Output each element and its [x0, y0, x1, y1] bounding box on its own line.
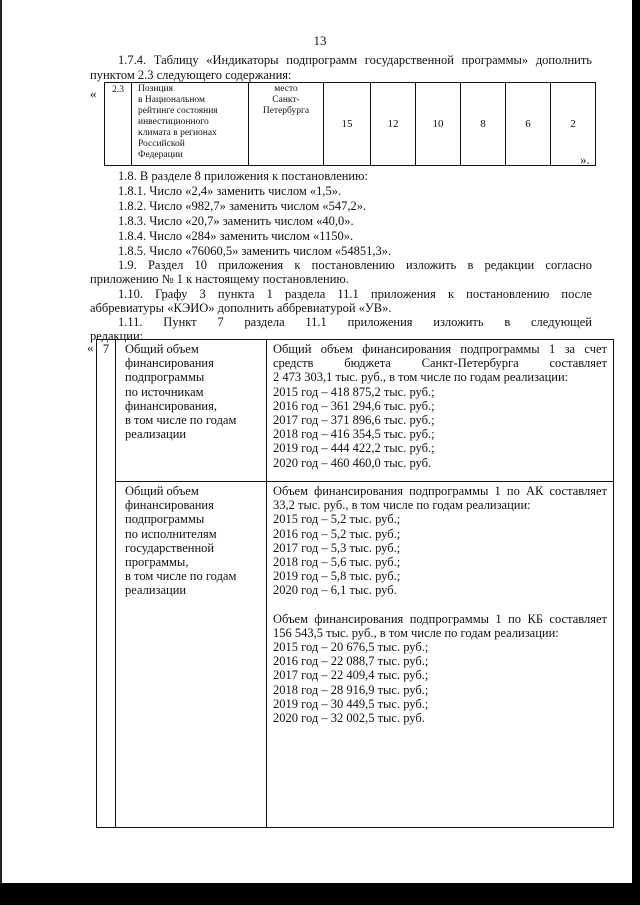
- label-line: государственной: [125, 540, 215, 555]
- indicator-row: [105, 83, 596, 166]
- year-line: 2018 год – 416 354,5 тыс. руб.;: [273, 427, 435, 442]
- year-line: 2016 год – 361 294,6 тыс. руб.;: [273, 398, 435, 413]
- year-line: 2015 год – 5,2 тыс. руб.;: [273, 512, 401, 527]
- text-line: Объем финансирования подпрограммы 1 по КБ составляет: [273, 611, 607, 626]
- label-line: Общий объем: [125, 342, 199, 356]
- label-line: по источникам: [125, 384, 204, 399]
- financing-row-executors: [97, 482, 614, 828]
- item-1-7-4-line1: 1.7.4. Таблицу «Индикаторы подпрограмм государственной программы» дополнить: [118, 53, 592, 67]
- label-line: финансирования,: [125, 398, 217, 413]
- item-1-9-line1: 1.9. Раздел 10 приложения к постановлению изложить в редакции согласно: [118, 258, 592, 272]
- label-line: в том числе по годам: [125, 569, 237, 584]
- year-line: 2015 год – 418 875,2 тыс. руб.;: [273, 384, 435, 399]
- label-line: подпрограммы: [125, 370, 205, 385]
- year-line: 2017 год – 22 409,4 тыс. руб.;: [273, 668, 429, 683]
- indicator-name-line: Федерации: [138, 150, 183, 160]
- label-line: в том числе по годам: [125, 413, 237, 428]
- item-1-10-line1: 1.10. Графу 3 пункта 1 раздела 11.1 приложения к постановлению после: [118, 287, 592, 301]
- indicator-value-cell: 6: [506, 83, 551, 166]
- text-line: средств бюджета Санкт-Петербурга составляет: [273, 356, 607, 371]
- item-1-8-1: 1.8.1. Число «2,4» заменить числом «1,5».: [118, 184, 342, 198]
- financing-open-quote: «: [87, 340, 94, 355]
- text-line: Общий объем финансирования подпрограммы 1 за счет: [273, 342, 607, 356]
- indicator-value-cell: 12: [371, 83, 416, 166]
- label-line: Общий объем: [125, 484, 199, 498]
- text-line: 156 543,5 тыс. руб., в том числе по годам реализации:: [273, 625, 559, 640]
- label-line: реализации: [125, 583, 187, 598]
- text-line: 33,2 тыс. руб., в том числе по годам реализации:: [273, 498, 531, 513]
- indicator-name-line: рейтинге состояния: [138, 106, 218, 116]
- item-1-11-line2: редакции:: [90, 329, 144, 343]
- open-quote: «: [90, 86, 97, 101]
- financing-sources-text: [267, 340, 614, 482]
- indicator-value-cell: 10: [416, 83, 461, 166]
- item-1-8-3: 1.8.3. Число «20,7» заменить числом «40,0».: [118, 214, 354, 228]
- item-1-8-5: 1.8.5. Число «76060,5» заменить числом «54851,3».: [118, 244, 392, 258]
- year-line: 2017 год – 5,3 тыс. руб.;: [273, 540, 401, 555]
- indicator-name-line: в Национальном: [138, 95, 205, 105]
- item-1-10-line2: аббревиатуры «КЭИО» дополнить аббревиатурой «УВ».: [90, 301, 392, 315]
- indicator-name-cell: [132, 83, 249, 166]
- year-line: 2018 год – 28 916,9 тыс. руб.;: [273, 682, 429, 697]
- label-line: финансирования: [125, 498, 214, 513]
- year-line: 2020 год – 32 002,5 тыс. руб.: [273, 711, 425, 726]
- item-1-9-line2: приложению № 1 к настоящему постановлению.: [90, 272, 349, 286]
- page-number: 13: [313, 33, 327, 48]
- label-line: по исполнителям: [125, 526, 217, 541]
- year-line: 2015 год – 20 676,5 тыс. руб.;: [273, 640, 429, 655]
- financing-executors-text: [267, 482, 614, 828]
- year-line: 2016 год – 22 088,7 тыс. руб.;: [273, 654, 429, 669]
- year-line: 2020 год – 6,1 тыс. руб.: [273, 583, 397, 598]
- year-line: 2019 год – 30 449,5 тыс. руб.;: [273, 696, 429, 711]
- indicator-unit-cell: [249, 83, 324, 166]
- scan-border-bottom: [0, 883, 640, 905]
- text-line: 2 473 303,1 тыс. руб., в том числе по годам реализации:: [273, 370, 569, 385]
- year-line: 2018 год – 5,6 тыс. руб.;: [273, 555, 401, 570]
- indicator-name-line: Позиция: [138, 84, 173, 94]
- indicator-row-num: 2.3: [112, 85, 124, 95]
- financing-table: [96, 339, 614, 828]
- indicator-name-line: инвестиционного: [138, 117, 209, 127]
- financing-row-sources: [97, 340, 614, 482]
- item-1-8: 1.8. В разделе 8 приложения к постановлению:: [118, 169, 368, 183]
- year-line: 2019 год – 444 422,2 тыс. руб.;: [273, 441, 435, 456]
- label-line: реализации: [125, 427, 187, 442]
- indicator-row-num-cell: [105, 83, 132, 166]
- spacer: [273, 598, 607, 612]
- item-1-8-4: 1.8.4. Число «284» заменить числом «1150».: [118, 229, 354, 243]
- financing-sources-label: [116, 340, 267, 482]
- close-quote: ».: [580, 152, 590, 167]
- text-line: Объем финансирования подпрограммы 1 по АК составляет: [273, 484, 607, 498]
- year-line: 2020 год – 460 460,0 тыс. руб.: [273, 455, 432, 470]
- indicator-name-line: климата в регионах: [138, 128, 217, 138]
- scan-border-left: [0, 0, 2, 905]
- item-1-7-4-line2: пунктом 2.3 следующего содержания:: [90, 68, 292, 82]
- indicator-unit-line: место: [274, 84, 298, 94]
- item-1-11-line1: 1.11. Пункт 7 раздела 11.1 приложения изложить в следующей: [118, 315, 592, 329]
- indicator-value-cell: 2: [551, 83, 596, 166]
- indicator-value-cell: 15: [324, 83, 371, 166]
- financing-executors-label: [116, 482, 267, 828]
- indicator-unit-line: Санкт-: [272, 95, 300, 105]
- year-line: 2019 год – 5,8 тыс. руб.;: [273, 569, 401, 584]
- year-line: 2016 год – 5,2 тыс. руб.;: [273, 526, 401, 541]
- label-line: финансирования: [125, 356, 214, 371]
- financing-row-num: 7: [97, 340, 116, 828]
- indicator-unit-line: Петербурга: [262, 106, 310, 116]
- indicator-table: [104, 82, 596, 166]
- indicator-name-line: Российской: [138, 139, 185, 149]
- label-line: подпрограммы: [125, 512, 205, 527]
- scan-border-right: [632, 0, 640, 905]
- year-line: 2017 год – 371 896,6 тыс. руб.;: [273, 413, 435, 428]
- label-line: программы,: [125, 555, 189, 570]
- indicator-value-cell: 8: [461, 83, 506, 166]
- item-1-8-2: 1.8.2. Число «982,7» заменить числом «547,2».: [118, 199, 367, 213]
